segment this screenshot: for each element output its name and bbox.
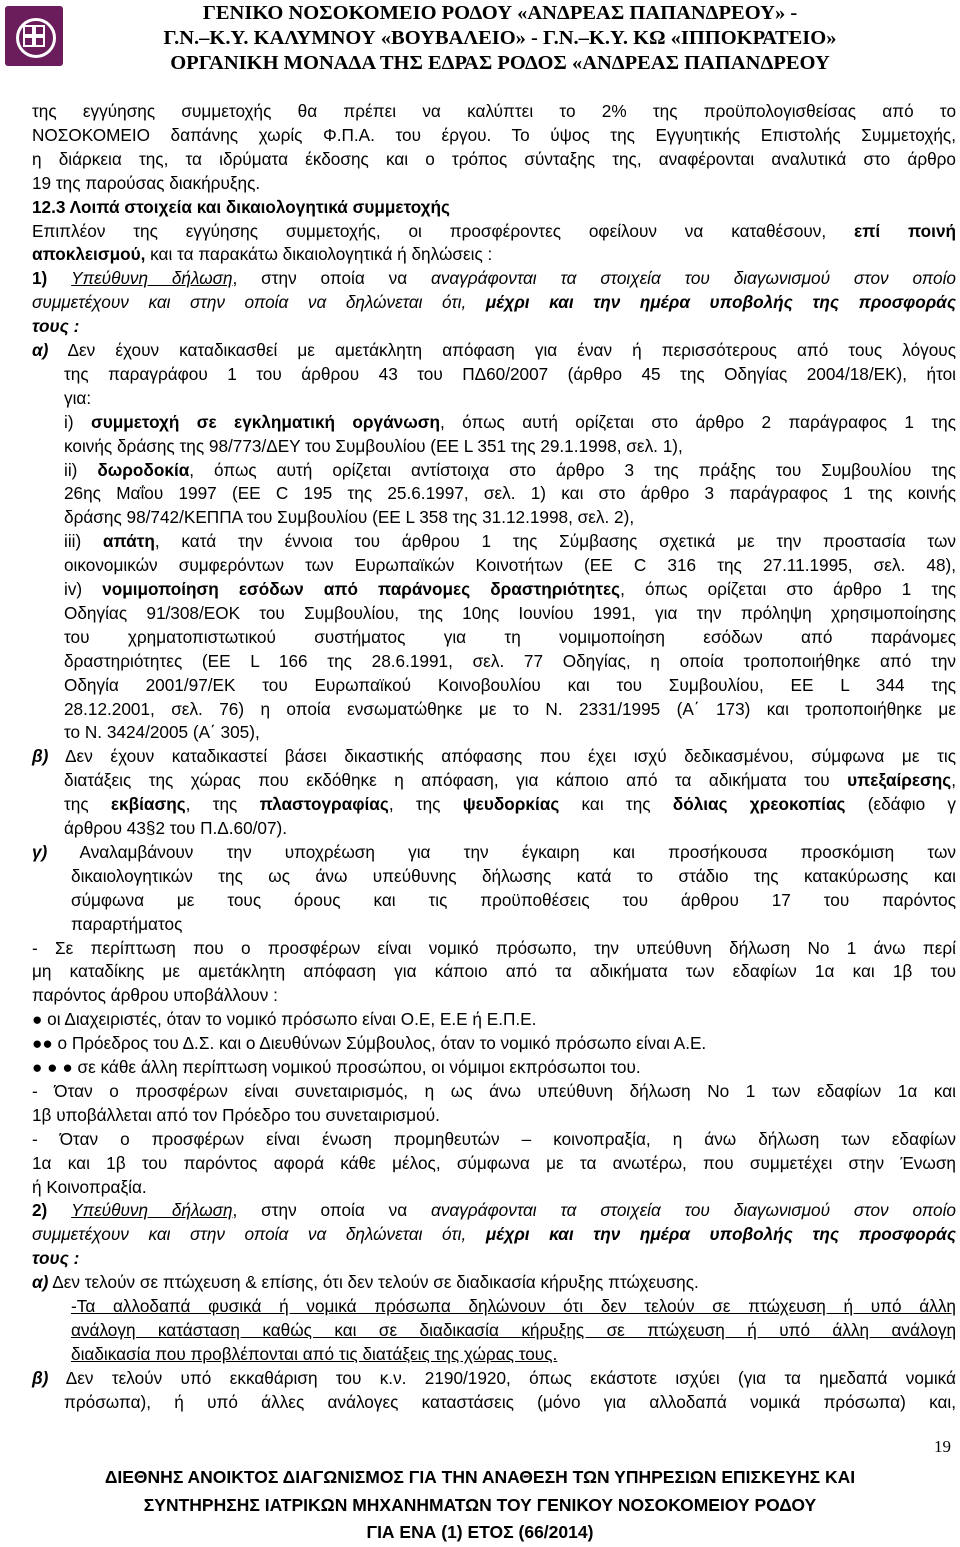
- text-segment: άρθρου 43§2 του Π.Δ.60/07).: [64, 818, 288, 838]
- text-segment: , όπως αυτή ορίζεται στο άρθρο 2 παράγραφος 1 της: [440, 412, 956, 432]
- text-segment: ΝΟΣΟΚΟΜΕΙΟ δαπάνης χωρίς Φ.Π.Α. του έργου. Το ύψος της Εγγυητικής Επιστολής Συμμετοχής,: [32, 125, 956, 145]
- text-segment: 12.3 Λοιπά στοιχεία και δικαιολογητικά συμμετοχής: [32, 197, 450, 217]
- text-line: [32, 290, 956, 314]
- text-segment: Οδηγία 2001/97/ΕΚ του Ευρωπαϊκού Κοινοβουλίου και του Συμβουλίου, ΕΕ L 344 της: [64, 675, 956, 695]
- text-line: [32, 1198, 956, 1222]
- text-segment: εκβίασης: [110, 794, 186, 814]
- text-segment: διαδικασία που προβλέπονται από τις διατάξεις της χώρας τους.: [71, 1344, 558, 1364]
- text-line: [32, 1079, 956, 1103]
- footer-line-1: ΔΙΕΘΝΗΣ ΑΝΟΙΚΤΟΣ ΔΙΑΓΩΝΙΣΜΟΣ ΓΙΑ ΤΗΝ ΑΝΑΘΕΣΗ ΤΩΝ ΥΠΗΡΕΣΙΩΝ ΕΠΙΣΚΕΥΗΣ ΚΑΙ: [104, 1467, 856, 1487]
- text-segment: - Όταν ο προσφέρων είναι συνεταιρισμός, η ως άνω υπεύθυνη δήλωση Νο 1 των εδαφίων 1α και: [32, 1081, 956, 1101]
- text-line: [71, 888, 956, 912]
- text-line: [32, 147, 956, 171]
- text-segment: δικαιολογητικών της ως άνω υπεύθυνης δήλωσης κατά το στάδιο της κατακύρωσης και: [71, 866, 956, 886]
- text-segment: - Σε περίπτωση που ο προσφέρων είναι νομικό πρόσωπο, την υπεύθυνη δήλωση Νο 1 άνω περί: [32, 938, 956, 958]
- text-segment: το Ν. 3424/2005 (Α΄ 305),: [64, 722, 260, 742]
- text-segment: δράσης 98/742/ΚΕΠΠΑ του Συμβουλίου (ΕΕ L 358 της 31.12.1998, σελ. 2),: [64, 507, 635, 527]
- text-line: [64, 458, 956, 482]
- text-segment: 1α και 1β του παρόντος αφορά κάθε μέλος, σύμφωνα με τα ανωτέρω, που συμμετέχει στην Ένωση: [32, 1153, 956, 1173]
- text-line: [64, 601, 956, 625]
- text-segment: της: [64, 794, 111, 814]
- text-line: [32, 1127, 956, 1151]
- text-line: [71, 1318, 956, 1342]
- text-segment: iv): [64, 579, 103, 599]
- text-segment: απάτη: [102, 531, 155, 551]
- text-line: [64, 505, 956, 529]
- text-segment: ή Κοινοπραξία.: [32, 1177, 147, 1197]
- text-segment: επί ποινή: [854, 221, 956, 241]
- text-segment: (εδάφιο γ: [845, 794, 956, 814]
- text-line: [32, 1151, 956, 1175]
- text-line: [64, 386, 956, 410]
- text-segment: πρόσωπα), ή υπό άλλες ανάλογες καταστάσεις (μόνο για αλλοδαπά νομικά πρόσωπα) και,: [64, 1392, 956, 1412]
- text-segment: δόλιας χρεοκοπίας: [672, 794, 846, 814]
- text-line: [71, 864, 956, 888]
- text-line: [64, 529, 956, 553]
- text-segment: Δεν έχουν καταδικασθεί με αμετάκλητη απόφαση για έναν ή περισσότερους από τους λόγους: [48, 340, 956, 360]
- text-line: [64, 697, 956, 721]
- text-segment: 26ης Μαΐου 1997 (ΕΕ C 195 της 25.6.1997, σελ. 1) και στο άρθρο 3 παράγραφος 1 της κοινής: [64, 483, 956, 503]
- text-segment: Δεν τελούν υπό εκκαθάριση του κ.ν. 2190/1920, όπως εκάστοτε ισχύει (για τα ημεδαπά νομικά: [48, 1368, 956, 1388]
- text-line: [32, 1270, 956, 1294]
- text-segment: της παραγράφου 1 του άρθρου 43 του ΠΔ60/2007 (άρθρο 45 της Οδηγίας 2004/18/ΕΚ), ήτοι: [64, 364, 956, 384]
- text-line: [64, 720, 956, 744]
- text-line: [64, 792, 956, 816]
- text-line: [32, 266, 956, 290]
- text-segment: iii): [64, 531, 103, 551]
- text-segment: κοινής δράσης της 98/773/ΔΕΥ του Συμβουλίου (ΕΕ L 351 της 29.1.1998, σελ. 1),: [64, 436, 683, 456]
- text-segment: τους :: [32, 1248, 80, 1268]
- text-line: [71, 1294, 956, 1318]
- text-line: [32, 195, 956, 219]
- text-segment: 28.12.2001, σελ. 76) η οποία ενσωματώθηκε με το Ν. 2331/1995 (Α΄ 173) και τροποποιήθηκε με: [64, 699, 956, 719]
- text-segment: Αναλαμβάνουν την υποχρέωση για την έγκαιρη και προσήκουσα προσκόμιση των: [47, 842, 956, 862]
- footer-line-2: ΣΥΝΤΗΡΗΣΗΣ ΙΑΤΡΙΚΩΝ ΜΗΧΑΝΗΜΑΤΩΝ ΤΟΥ ΓΕΝΙΚΟΥ ΝΟΣΟΚΟΜΕΙΟΥ ΡΟΔΟΥ: [143, 1495, 817, 1515]
- text-line: [71, 912, 956, 936]
- text-line: [32, 1055, 956, 1079]
- text-line: [32, 314, 956, 338]
- text-line: [64, 673, 956, 697]
- text-line: [32, 1366, 956, 1390]
- text-line: [64, 816, 956, 840]
- text-segment: πλαστογραφίας: [259, 794, 389, 814]
- text-segment: β): [32, 1368, 49, 1388]
- text-segment: β): [32, 746, 49, 766]
- text-segment: ,: [951, 770, 956, 790]
- text-segment: , όπως αυτή ορίζεται αντίστοιχα στο άρθρο 3 της πράξης του Συμβουλίου της: [189, 460, 957, 480]
- text-segment: γ): [32, 842, 48, 862]
- text-line: [32, 959, 956, 983]
- text-line: [64, 481, 956, 505]
- text-segment: συμμετοχή σε εγκληματική οργάνωση: [90, 412, 441, 432]
- text-line: [32, 123, 956, 147]
- text-segment: τους :: [32, 316, 80, 336]
- text-segment: ●● ο Πρόεδρος του Δ.Σ. και ο Διευθύνων Σύμβουλος, όταν το νομικό πρόσωπο είναι Α.Ε.: [32, 1033, 707, 1053]
- header-line-3: ΟΡΓΑΝΙΚΗ ΜΟΝΑΔΑ ΤΗΣ ΕΔΡΑΣ ΡΟΔΟΣ «ΑΝΔΡΕΑΣ ΠΑΠΑΝΔΡΕΟΥ: [170, 52, 830, 74]
- text-line: [32, 171, 956, 195]
- text-segment: της εγγύησης συμμετοχής θα πρέπει να καλύπτει το 2% της προϋπολογισθείσας από το: [32, 101, 956, 121]
- text-segment: Υπεύθυνη δήλωση: [71, 1200, 233, 1220]
- text-segment: 2): [32, 1200, 72, 1220]
- text-segment: αναγράφονται τα στοιχεία του διαγωνισμού στον οποίο: [431, 1200, 956, 1220]
- text-line: [32, 1246, 956, 1270]
- text-line: [32, 936, 956, 960]
- text-segment: αναγράφονται τα στοιχεία του διαγωνισμού στον οποίο: [431, 268, 956, 288]
- text-segment: για:: [64, 388, 92, 408]
- text-segment: 1β υποβάλλεται από τον Πρόεδρο του συνεταιρισμού.: [32, 1105, 440, 1125]
- text-line: [64, 649, 956, 673]
- text-segment: σύμφωνα με τους όρους και τις προϋποθέσεις του άρθρου 17 του παρόντος: [71, 890, 956, 910]
- text-segment: διατάξεις της χώρας που εκδόθηκε η απόφαση, για κάποιο από τα αδικήματα του: [64, 770, 848, 790]
- text-segment: υπεξαίρεσης: [847, 770, 952, 790]
- text-segment: -Τα αλλοδαπά φυσικά ή νομικά πρόσωπα δηλώνουν ότι δεν τελούν σε πτώχευση ή υπό άλλη: [71, 1296, 956, 1316]
- text-segment: i): [64, 412, 91, 432]
- text-line: [64, 768, 956, 792]
- text-segment: Δεν έχουν καταδικαστεί βάσει δικαστικής απόφασης που έχει ισχύ δεδικασμένου, σύμφωνα με τις: [48, 746, 956, 766]
- text-segment: α): [32, 1272, 49, 1292]
- text-line: [32, 99, 956, 123]
- text-segment: ● ● ● σε κάθε άλλη περίπτωση νομικού προσώπου, οι νόμιμοι εκπρόσωποι του.: [32, 1057, 641, 1077]
- text-line: [32, 338, 956, 362]
- header-line-1: ΓΕΝΙΚΟ ΝΟΣΟΚΟΜΕΙΟ ΡΟΔΟΥ «ΑΝΔΡΕΑΣ ΠΑΠΑΝΔΡΕΟΥ» -: [202, 2, 798, 24]
- text-segment: Δεν τελούν σε πτώχευση & επίσης, ότι δεν τελούν σε διαδικασία κήρυξης πτώχευσης.: [48, 1272, 699, 1292]
- text-segment: οικονομικών συμφερόντων των Ευρωπαϊκών Κοινοτήτων (ΕΕ C 316 της 27.11.1995, σελ. 48),: [64, 555, 956, 575]
- text-line: [64, 410, 956, 434]
- text-segment: ανάλογη κατάσταση καθώς και σε διαδικασία κήρυξης σε πτώχευση ή υπό άλλη ανάλογη: [71, 1320, 956, 1340]
- text-segment: συμμετέχουν και στην οποία να δηλώνεται ότι,: [32, 292, 486, 312]
- text-segment: , της: [185, 794, 260, 814]
- text-segment: Επιπλέον της εγγύησης συμμετοχής, οι προσφέροντες οφείλουν να καταθέσουν,: [32, 221, 855, 241]
- text-segment: η διάρκεια της, τα ιδρύματα έκδοσης και ο τρόπος σύνταξης της, αναφέρονται αναλυτικά στο άρθρο: [32, 149, 956, 169]
- text-segment: ● οι Διαχειριστές, όταν το νομικό πρόσωπο είναι Ο.Ε, Ε.Ε ή Ε.Π.Ε.: [32, 1009, 537, 1029]
- footer-line-3: ΓΙΑ ΕΝΑ (1) ΕΤΟΣ (66/2014): [366, 1522, 594, 1542]
- text-segment: και τα παρακάτω δικαιολογητικά ή δηλώσεις :: [145, 244, 493, 264]
- text-line: [32, 219, 956, 243]
- text-segment: μέχρι και την ημέρα υποβολής της προσφοράς: [485, 292, 956, 312]
- page-number: 19: [934, 1437, 951, 1456]
- text-line: [32, 983, 956, 1007]
- text-segment: και της: [559, 794, 673, 814]
- text-line: [32, 1031, 956, 1055]
- text-segment: δραστηριότητες (ΕΕ L 166 της 28.6.1991, σελ. 77 Οδηγίας, η οποία τροποποιήθηκε από την: [64, 651, 956, 671]
- text-segment: , στην οποία να: [232, 268, 432, 288]
- text-segment: παραρτήματος: [71, 914, 183, 934]
- text-segment: - Όταν ο προσφέρων είναι ένωση προμηθευτών – κοινοπραξία, η άνω δήλωση των εδαφίων: [32, 1129, 956, 1149]
- text-line: [32, 1175, 956, 1199]
- text-line: [32, 744, 956, 768]
- text-segment: 19 της παρούσας διακήρυξης.: [32, 173, 261, 193]
- text-line: [64, 1390, 956, 1414]
- text-segment: συμμετέχουν και στην οποία να δηλώνεται ότι,: [32, 1224, 486, 1244]
- text-segment: παρόντος άρθρου υποβάλλουν :: [32, 985, 278, 1005]
- text-segment: μη καταδίκης με αμετάκλητη απόφαση για κάποιο από τα αδικήματα των εδαφίων 1α και 1β του: [32, 961, 956, 981]
- text-segment: , της: [388, 794, 463, 814]
- text-segment: μέχρι και την ημέρα υποβολής της προσφοράς: [485, 1224, 956, 1244]
- text-segment: ψευδορκίας: [462, 794, 560, 814]
- text-segment: α): [32, 340, 49, 360]
- text-line: [64, 362, 956, 386]
- text-line: [64, 577, 956, 601]
- text-segment: δωροδοκία: [97, 460, 190, 480]
- header-line-2: Γ.Ν.–Κ.Υ. ΚΑΛΥΜΝΟΥ «ΒΟΥΒΑΛΕΙΟ» - Γ.Ν.–Κ.Υ. ΚΩ «ΙΠΠΟΚΡΑΤΕΙΟ»: [163, 27, 837, 49]
- text-segment: Υπεύθυνη δήλωση: [71, 268, 233, 288]
- text-line: [32, 1007, 956, 1031]
- document-header: [0, 0, 960, 76]
- text-segment: του χρηματοπιστωτικού συστήματος για τη νομιμοποίηση εσόδων από παράνομες: [64, 627, 956, 647]
- text-segment: νομιμοποίηση εσόδων από παράνομες δραστηριότητες: [102, 579, 621, 599]
- text-line: [64, 434, 956, 458]
- text-segment: αποκλεισμού,: [32, 244, 146, 264]
- text-line: [64, 553, 956, 577]
- text-line: [32, 1222, 956, 1246]
- text-line: [32, 840, 956, 864]
- text-segment: 1): [32, 268, 72, 288]
- text-segment: , όπως ορίζεται στο άρθρο 1 της: [620, 579, 956, 599]
- text-line: [32, 1103, 956, 1127]
- text-segment: Οδηγίας 91/308/ΕΟΚ του Συμβουλίου, της 10ης Ιουνίου 1991, για την πρόληψη χρησιμοποίησης: [64, 603, 956, 623]
- text-line: [64, 625, 956, 649]
- text-line: [71, 1342, 956, 1366]
- text-segment: , κατά την έννοια του άρθρου 1 της Σύμβασης σχετικά με την προστασία των: [154, 531, 956, 551]
- text-line: [32, 242, 956, 266]
- text-segment: , στην οποία να: [232, 1200, 432, 1220]
- text-segment: ii): [64, 460, 98, 480]
